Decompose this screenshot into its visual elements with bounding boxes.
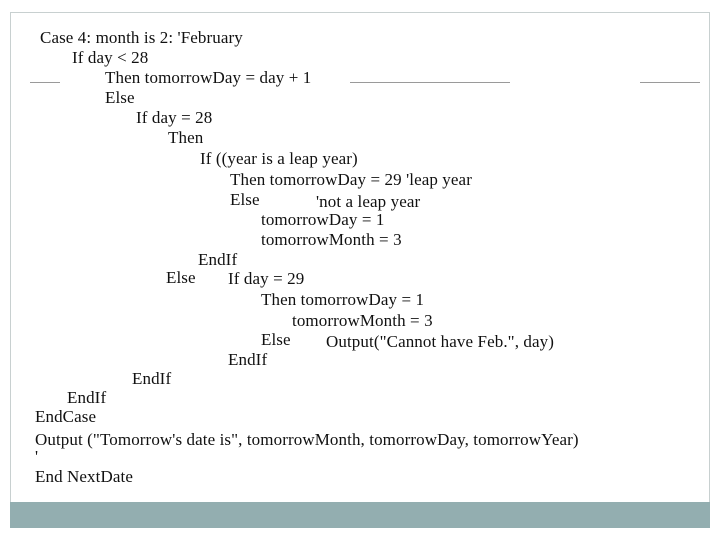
code-line: EndIf xyxy=(198,250,238,269)
code-line: If day = 29 xyxy=(228,269,305,288)
code-line: Output ("Tomorrow's date is", tomorrowMonth, tomorrowDay, tomorrowYear) xyxy=(35,430,579,449)
code-line: tomorrowDay = 1 xyxy=(261,210,385,229)
code-line: Else xyxy=(261,330,291,349)
scan-artifact xyxy=(640,82,700,83)
footer-bar xyxy=(10,502,710,528)
code-line: EndIf xyxy=(67,388,107,407)
code-line: Else xyxy=(105,88,135,107)
code-line: Then tomorrowDay = 29 'leap year xyxy=(230,170,472,189)
code-line: ' xyxy=(35,447,39,466)
code-line: Then tomorrowDay = day + 1 xyxy=(105,68,312,87)
code-line: If day < 28 xyxy=(72,48,149,67)
code-line: tomorrowMonth = 3 xyxy=(261,230,402,249)
code-line: Else xyxy=(166,268,196,287)
code-line: End NextDate xyxy=(35,467,133,486)
code-line: If ((year is a leap year) xyxy=(200,149,358,168)
code-line: Output("Cannot have Feb.", day) xyxy=(326,332,555,351)
code-line: Then xyxy=(168,128,204,147)
code-line: EndIf xyxy=(132,369,172,388)
code-line: EndCase xyxy=(35,407,97,426)
code-line: Else xyxy=(230,190,260,209)
code-line: If day = 28 xyxy=(136,108,213,127)
code-line: Then tomorrowDay = 1 xyxy=(261,290,425,309)
code-line: EndIf xyxy=(228,350,268,369)
code-line: Case 4: month is 2: 'February xyxy=(40,28,243,47)
scan-artifact xyxy=(350,82,510,83)
code-line: tomorrowMonth = 3 xyxy=(292,311,433,330)
scan-artifact xyxy=(30,82,60,83)
code-comment: 'not a leap year xyxy=(316,192,421,211)
